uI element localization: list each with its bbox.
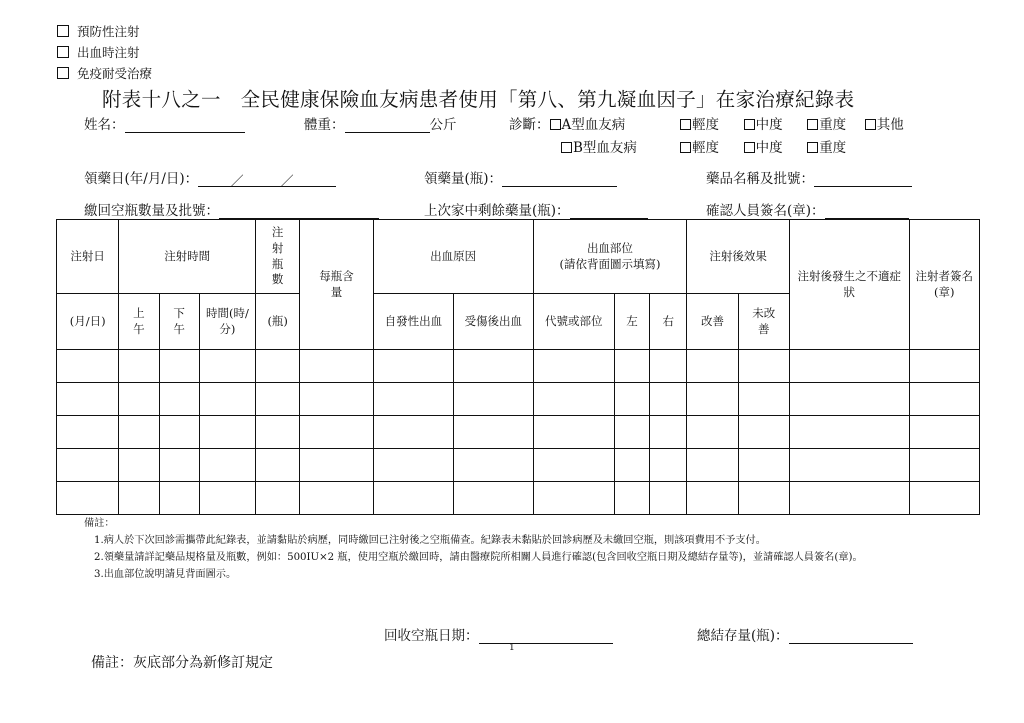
weight-unit: 公斤 (429, 117, 457, 133)
table-cell[interactable] (650, 449, 687, 482)
table-row (57, 449, 980, 482)
weight-input[interactable] (345, 118, 430, 133)
table-cell[interactable] (256, 383, 300, 416)
table-cell[interactable] (909, 482, 979, 515)
remaining-label: 上次家中剩餘藥量(瓶)： (424, 203, 570, 219)
table-cell[interactable] (159, 350, 199, 383)
table-cell[interactable] (789, 416, 909, 449)
notes-heading: 備註： (84, 518, 115, 529)
severe-label: 重度 (819, 117, 847, 133)
table-cell[interactable] (159, 383, 199, 416)
table-cell[interactable] (373, 350, 453, 383)
table-cell[interactable] (199, 482, 255, 515)
diag-a-label: A型血友病 (561, 117, 626, 133)
table-body (57, 350, 980, 515)
name-label: 姓名： (84, 117, 125, 133)
page-title: 附表十八之一 全民健康保險血友病患者使用「第八、第九凝血因子」在家治療紀錄表 (102, 88, 855, 111)
table-cell[interactable] (533, 350, 614, 383)
checkbox-label: 出血時注射 (77, 45, 140, 60)
table-cell[interactable] (199, 416, 255, 449)
notes-section (84, 515, 964, 583)
table-cell[interactable] (119, 383, 159, 416)
table-cell[interactable] (159, 416, 199, 449)
checkbox-label: 免疫耐受治療 (77, 66, 153, 81)
table-cell[interactable] (789, 350, 909, 383)
checkbox-preventive[interactable] (57, 22, 140, 40)
table-cell[interactable] (789, 383, 909, 416)
other-label: 其他 (876, 117, 904, 133)
date-separator: ／ (280, 174, 294, 190)
sub-injury: 受傷後出血 (454, 294, 533, 350)
name-input[interactable] (125, 118, 245, 133)
mild-label: 輕度 (692, 117, 719, 133)
checkbox-label: 預防性注射 (77, 24, 140, 39)
sub-not-improved: 未改善 (738, 294, 789, 350)
moderate-label: 中度 (755, 117, 783, 133)
diag-b-label: B型血友病 (573, 140, 637, 156)
weight-label: 體重： (304, 117, 345, 133)
severe-checkbox[interactable] (807, 142, 818, 153)
returned-input[interactable] (219, 204, 379, 219)
table-cell[interactable] (738, 383, 789, 416)
table-cell[interactable] (738, 416, 789, 449)
table-cell[interactable] (256, 416, 300, 449)
sub-code: 代號或部位 (533, 294, 614, 350)
pickup-qty-input[interactable] (502, 172, 617, 187)
table-cell[interactable] (454, 449, 533, 482)
bottom-note: 備註：灰底部分為新修訂規定 (91, 655, 273, 671)
table-cell[interactable] (256, 350, 300, 383)
moderate-label: 中度 (755, 140, 783, 156)
sub-right: 右 (650, 294, 687, 350)
table-cell[interactable] (300, 350, 373, 383)
table-row (57, 350, 980, 383)
table-cell[interactable] (533, 449, 614, 482)
table-row (57, 416, 980, 449)
moderate-checkbox[interactable] (744, 142, 755, 153)
other-checkbox[interactable] (865, 119, 876, 130)
table-cell[interactable] (533, 482, 614, 515)
table-cell[interactable] (373, 383, 453, 416)
pickup-date-input[interactable] (198, 172, 336, 190)
table-cell[interactable] (454, 416, 533, 449)
table-cell[interactable] (199, 350, 255, 383)
confirm-input[interactable] (825, 204, 909, 219)
table-cell[interactable] (119, 416, 159, 449)
remaining-input[interactable] (570, 204, 648, 219)
note-1: 1.病人於下次回診需攜帶此紀錄表，並請黏貼於病歷，同時繳回已注射後之空瓶備查。紀錄表未黏貼於回診病歷及未繳回空瓶，則該項費用不予支付。 (94, 535, 766, 546)
total-stock-input[interactable] (789, 629, 913, 644)
weight-field (304, 113, 457, 133)
table-cell[interactable] (909, 416, 979, 449)
checkbox-box[interactable] (57, 25, 69, 37)
table-cell[interactable] (687, 482, 738, 515)
table-cell[interactable] (687, 416, 738, 449)
col-signer: 注射者簽名(章) (909, 220, 979, 350)
drug-name-field (706, 167, 912, 187)
name-field (84, 113, 245, 133)
table-cell[interactable] (650, 482, 687, 515)
moderate-checkbox[interactable] (744, 119, 755, 130)
checkbox-bleeding[interactable] (57, 43, 140, 61)
table-cell[interactable] (159, 482, 199, 515)
remaining-field (424, 199, 648, 219)
diagnosis-label: 診斷： (509, 117, 550, 133)
page-number: 1 (509, 643, 515, 653)
pickup-qty-field (424, 167, 617, 187)
sub-left: 左 (614, 294, 649, 350)
table-cell[interactable] (614, 383, 649, 416)
table-cell[interactable] (373, 482, 453, 515)
table-cell[interactable] (614, 449, 649, 482)
return-date-field (384, 624, 613, 644)
table-cell[interactable] (119, 350, 159, 383)
col-injection-date: 注射日 (57, 220, 119, 294)
table-header-row (57, 220, 980, 294)
table-cell[interactable] (738, 482, 789, 515)
mild-checkbox[interactable] (680, 142, 691, 153)
table-cell[interactable] (300, 383, 373, 416)
table-cell[interactable] (533, 383, 614, 416)
table-cell[interactable] (199, 383, 255, 416)
confirm-field (706, 199, 909, 219)
diag-a-severity (680, 113, 904, 133)
note-2: 2.領藥量請詳記藥品規格量及瓶數，例如：500IU×2 瓶，使用空瓶於繳回時，請由醫療院所相關人員進行確認(包含回收空瓶日期及總結存量等)，並請確認人員簽名(章)。 (94, 552, 863, 563)
table-cell[interactable] (687, 449, 738, 482)
table-cell[interactable] (650, 383, 687, 416)
table-cell[interactable] (300, 482, 373, 515)
pickup-date-field (84, 167, 336, 190)
table-cell[interactable] (738, 350, 789, 383)
returned-field (84, 199, 379, 219)
table-cell[interactable] (909, 350, 979, 383)
sub-date: (月/日) (57, 294, 119, 350)
table-cell[interactable] (57, 350, 119, 383)
mild-checkbox[interactable] (680, 119, 691, 130)
confirm-label: 確認人員簽名(章)： (706, 203, 825, 219)
table-cell[interactable] (199, 449, 255, 482)
diag-b-checkbox[interactable] (561, 142, 572, 153)
table-cell[interactable] (614, 416, 649, 449)
drug-name-label: 藥品名稱及批號： (706, 171, 814, 187)
col-effect: 注射後效果 (687, 220, 790, 294)
sub-spontaneous: 自發性出血 (373, 294, 453, 350)
table-row (57, 383, 980, 416)
return-date-input[interactable] (479, 629, 613, 644)
table-cell[interactable] (373, 449, 453, 482)
table-cell[interactable] (57, 449, 119, 482)
col-bleeding-cause: 出血原因 (373, 220, 533, 294)
table-cell[interactable] (119, 482, 159, 515)
severe-checkbox[interactable] (807, 119, 818, 130)
table-cell[interactable] (687, 350, 738, 383)
table-cell[interactable] (454, 482, 533, 515)
col-vials: 注射瓶數 (256, 220, 300, 294)
pickup-date-label: 領藥日(年/月/日)： (84, 171, 199, 187)
col-adverse: 注射後發生之不適症狀 (789, 220, 909, 350)
diag-b-field (561, 136, 637, 156)
col-injection-time: 注射時間 (119, 220, 256, 294)
severe-label: 重度 (819, 140, 847, 156)
site-note: (請依背面圖示填寫) (559, 256, 661, 271)
table-cell[interactable] (687, 383, 738, 416)
table-cell[interactable] (57, 383, 119, 416)
table-cell[interactable] (614, 350, 649, 383)
table-cell[interactable] (159, 449, 199, 482)
table-cell[interactable] (57, 482, 119, 515)
record-table (56, 219, 980, 515)
table-cell[interactable] (256, 449, 300, 482)
col-per-vial: 每瓶含量 (300, 220, 373, 350)
table-cell[interactable] (650, 350, 687, 383)
checkbox-immune-tolerance[interactable] (57, 64, 152, 82)
mild-label: 輕度 (692, 140, 719, 156)
table-cell[interactable] (533, 416, 614, 449)
table-cell[interactable] (614, 482, 649, 515)
pickup-qty-label: 領藥量(瓶)： (424, 171, 503, 187)
table-cell[interactable] (789, 482, 909, 515)
sub-improved: 改善 (687, 294, 738, 350)
diag-b-severity (680, 136, 846, 156)
table-row (57, 482, 980, 515)
sub-time: 時間(時/分) (199, 294, 255, 350)
sub-vials: (瓶) (256, 294, 300, 350)
diag-a-checkbox[interactable] (550, 119, 561, 130)
table-cell[interactable] (373, 416, 453, 449)
date-separator: ／ (230, 174, 244, 190)
table-cell[interactable] (909, 449, 979, 482)
table-cell[interactable] (738, 449, 789, 482)
sub-pm: 下午 (159, 294, 199, 350)
table-cell[interactable] (300, 416, 373, 449)
col-bleeding-site (533, 220, 687, 294)
table-cell[interactable] (454, 350, 533, 383)
note-3: 3.出血部位說明請見背面圖示。 (94, 569, 237, 580)
checkbox-box[interactable] (57, 46, 69, 58)
table-cell[interactable] (256, 482, 300, 515)
sub-am: 上午 (119, 294, 159, 350)
table-cell[interactable] (300, 449, 373, 482)
drug-name-input[interactable] (814, 172, 912, 187)
table-cell[interactable] (650, 416, 687, 449)
diagnosis-field (509, 113, 625, 133)
total-stock-field (697, 624, 913, 644)
table-cell[interactable] (454, 383, 533, 416)
table-cell[interactable] (909, 383, 979, 416)
table-cell[interactable] (57, 416, 119, 449)
returned-label: 繳回空瓶數量及批號： (84, 203, 219, 219)
checkbox-box[interactable] (57, 67, 69, 79)
total-stock-label: 總結存量(瓶)： (697, 628, 789, 644)
table-cell[interactable] (789, 449, 909, 482)
site-label: 出血部位 (586, 240, 633, 255)
return-date-label: 回收空瓶日期： (384, 628, 479, 644)
table-cell[interactable] (119, 449, 159, 482)
